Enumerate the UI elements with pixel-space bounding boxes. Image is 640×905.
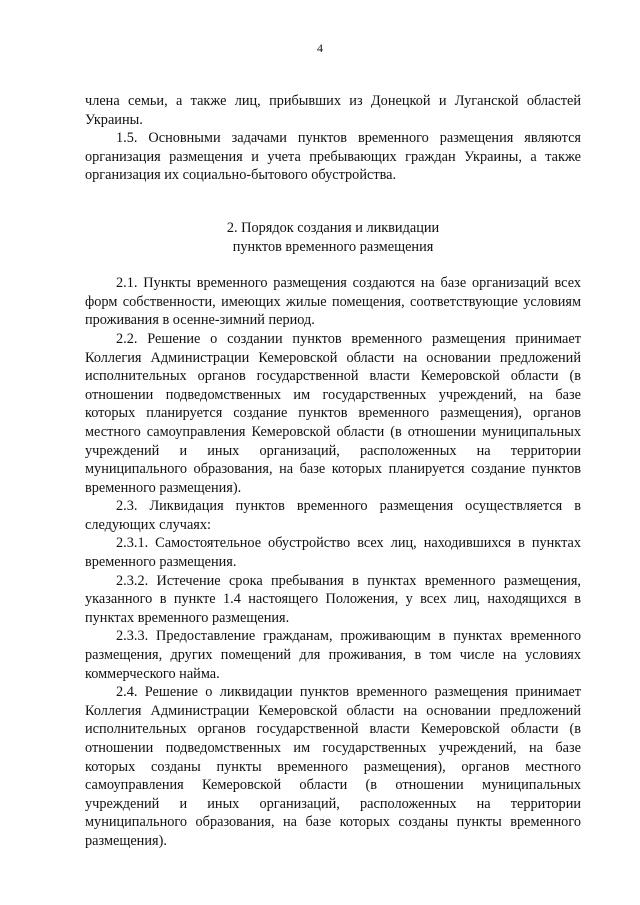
paragraph-2-3-2: 2.3.2. Истечение срока пребывания в пунктах временного размещения, указанного в пункте 1.4 настоящего Положения, у всех лиц, находящихся в пунктах временного размещения.	[85, 572, 581, 626]
paragraph-2-1: 2.1. Пункты временного размещения создаются на базе организаций всех форм собственности, имеющих жилые помещения, соответствующие условиям проживания в осенне-зимний период.	[85, 275, 581, 329]
paragraph-2-3-1: 2.3.1. Самостоятельное обустройство всех лиц, находившихся в пунктах временного размещения.	[85, 535, 581, 571]
page-number: 4	[317, 41, 323, 55]
paragraph-1-5: 1.5. Основными задачами пунктов временного размещения являются организация размещения и учета пребывающих граждан Украины, а также организация их социально-бытового обустройства.	[85, 130, 581, 184]
section-heading-line-1: 2. Порядок создания и ликвидации	[226, 219, 440, 236]
document-body	[85, 92, 581, 851]
paragraph-continuation: члена семьи, а также лиц, прибывших из Донецкой и Луганской областей Украины.	[85, 93, 581, 128]
paragraph-2-3: 2.3. Ликвидация пунктов временного размещения осуществляется в следующих случаях:	[85, 498, 581, 533]
paragraph-2-3-3: 2.3.3. Предоставление гражданам, проживающим в пунктах временного размещения, других помещений для проживания, в том числе на условиях коммерческого найма.	[85, 628, 581, 682]
section-heading	[85, 219, 581, 256]
paragraph-2-2: 2.2. Решение о создании пунктов временного размещения принимает Коллегия Администрации Кемеровской области на основании предложений исполнительных органов государственной власти Кемеровской области (в отношении подведомственных им государственных учреждений, на базе которых планируется создание пунктов временного размещения), органов местного самоуправления Кемеровской области (в отношении муниципальных учреждений и иных организаций, расположенных на территории муниципального образования, на базе которых планируется создание пунктов временного размещения).	[85, 330, 581, 496]
paragraph-2-4: 2.4. Решение о ликвидации пунктов временного размещения принимает Коллегия Администрации Кемеровской области на основании предложений исполнительных органов государственной власти Кемеровской области (в отношении подведомственных им государственных учреждений, на базе которых созданы пункты временного размещения), органов местного самоуправления Кемеровской области (в отношении муниципальных учреждений и иных организаций, расположенных на территории муниципального образования, на базе которых созданы пункты временного размещения).	[85, 684, 581, 849]
section-heading-line-2: пунктов временного размещения	[232, 238, 434, 255]
